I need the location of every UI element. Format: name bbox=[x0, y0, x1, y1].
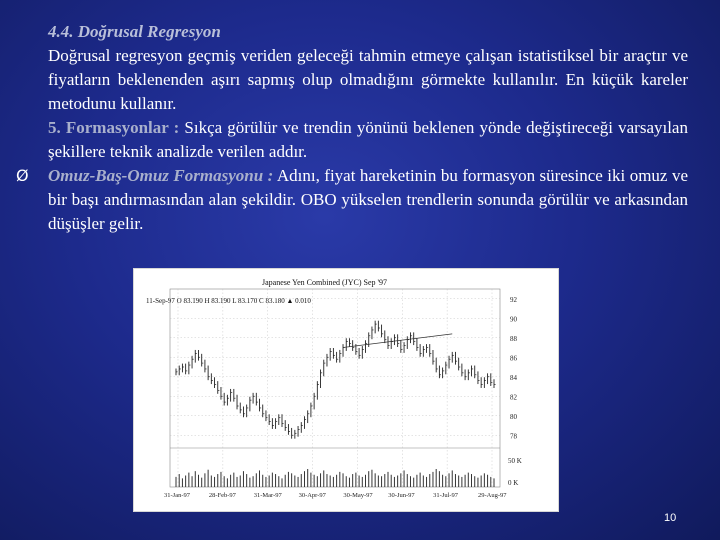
volume-bars bbox=[176, 469, 494, 487]
section-heading: 4.4. Doğrusal Regresyon bbox=[48, 22, 221, 41]
y-tick-label: 86 bbox=[510, 354, 517, 363]
price-bars bbox=[176, 321, 496, 439]
hs-formation-text: Adını, fiyat hareketinin bu formasyon süresince iki omuz ve bir başı andırmasından alan şekildir. OBO yükselen trendlerin sonunda görülür ve arkasından düşüşler gelir. bbox=[48, 166, 689, 233]
y-tick-label: 88 bbox=[510, 334, 517, 343]
chart-title: Japanese Yen Combined (JYC) Sep '97 bbox=[262, 278, 387, 287]
x-tick-label: 28-Feb-97 bbox=[208, 492, 236, 499]
volume-tick-label: 50 K bbox=[508, 457, 522, 465]
page-number: 10 bbox=[664, 512, 677, 524]
x-tick-label: 31-Jan-97 bbox=[164, 492, 190, 499]
x-tick-label: 30-Jun-97 bbox=[388, 492, 415, 499]
chart-info-line: 11-Sep-97 O 83.190 H 83.190 L 83.170 C 83.180 ▲ 0.010 bbox=[146, 297, 311, 305]
x-tick-label: 31-Jul-97 bbox=[433, 492, 459, 499]
formations-paragraph bbox=[48, 116, 688, 164]
volume-tick-label: 0 K bbox=[508, 479, 519, 487]
chart-grid bbox=[170, 289, 500, 487]
price-chart-svg bbox=[134, 269, 558, 511]
arrow-bullet-icon: Ø bbox=[16, 166, 29, 185]
y-tick-label: 90 bbox=[510, 315, 517, 324]
chart-axes bbox=[164, 296, 522, 499]
formations-label: 5. Formasyonlar : bbox=[48, 118, 180, 137]
price-chart bbox=[133, 268, 559, 512]
chart-frame bbox=[170, 289, 500, 487]
x-tick-label: 31-Mar-97 bbox=[253, 492, 282, 499]
x-tick-label: 30-Apr-97 bbox=[298, 492, 326, 499]
y-tick-label: 92 bbox=[510, 295, 517, 304]
y-tick-label: 78 bbox=[510, 432, 517, 441]
y-tick-label: 84 bbox=[510, 373, 517, 382]
hs-formation-title: Omuz-Baş-Omuz Formasyonu : bbox=[48, 166, 274, 185]
regression-paragraph: Doğrusal regresyon geçmiş veriden geleceği tahmin etmeye çalışan istatistiksel bir araçtır ve fiyatların beklenenden aşırı sapmış olup olmadığını görmekte kullanılır. En küçük kareler metodunu kullanır. bbox=[48, 46, 688, 113]
y-tick-label: 82 bbox=[510, 393, 517, 402]
x-tick-label: 30-May-97 bbox=[343, 492, 373, 499]
x-tick-label: 29-Aug-97 bbox=[478, 492, 507, 499]
hs-bullet-item bbox=[16, 164, 689, 236]
formations-text: Sıkça görülür ve trendin yönünü beklenen yönde değiştireceği varsayılan şekillere teknik analizde verilen addır. bbox=[48, 118, 688, 161]
slide-text-block bbox=[16, 20, 689, 236]
y-tick-label: 80 bbox=[510, 412, 517, 421]
